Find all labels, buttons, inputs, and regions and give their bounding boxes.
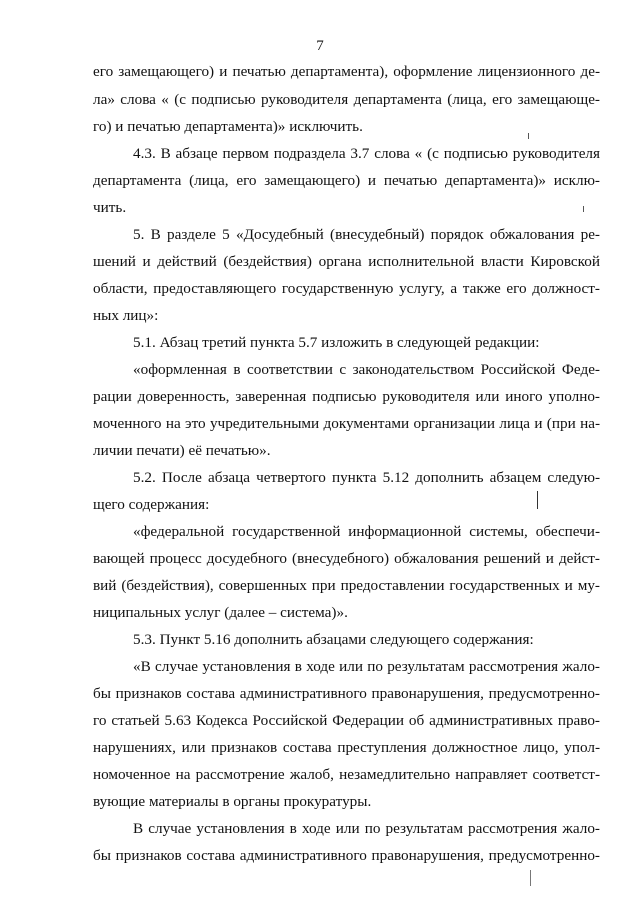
text-line: 5. В разделе 5 «Досудебный (внесудебный) порядок обжалования ре- [133,226,600,243]
text-line: рации доверенность, заверенная подписью руководителя или иного уполно- [93,388,600,405]
text-line: «оформленная в соответствии с законодательством Российской Феде- [133,361,600,378]
text-line: 4.3. В абзаце первом подраздела 3.7 слова « (с подписью руководителя [133,145,600,162]
text-line: 5.2. После абзаца четвертого пункта 5.12 дополнить абзацем следую- [133,469,600,486]
text-line: нарушениях, или признаков состава преступления должностное лицо, упол- [93,739,600,756]
text-line: го) и печатью департамента)» исключить. [93,118,363,135]
text-line: вий (бездействия), совершенных при предоставлении государственных и му- [93,577,600,594]
text-line: вующие материалы в органы прокуратуры. [93,793,372,810]
text-line: моченного на это учредительными документами организации лица и (при на- [93,415,600,432]
page-number: 7 [316,38,324,54]
text-line: В случае установления в ходе или по результатам рассмотрения жало- [133,820,600,837]
text-line: бы признаков состава административного правонарушения, предусмотренно- [93,847,600,864]
text-line: щего содержания: [93,496,210,513]
text-line: 5.1. Абзац третий пункта 5.7 изложить в следующей редакции: [133,334,540,351]
scan-artifact [583,206,584,212]
scan-artifact [537,491,538,509]
text-line: ных лиц»: [93,307,159,324]
text-line: личии печати) её печатью». [93,442,271,459]
scan-artifact [530,870,531,886]
text-line: вающей процесс досудебного (внесудебного) обжалования решений и дейст- [93,550,600,567]
text-line: «федеральной государственной информационной системы, обеспечи- [133,523,600,540]
text-line: его замещающего) и печатью департамента), оформление лицензионного де- [93,63,600,80]
text-line: ниципальных услуг (далее – система)». [93,604,348,621]
scan-artifact [528,133,529,139]
text-line: бы признаков состава административного правонарушения, предусмотренно- [93,685,600,702]
text-line: ла» слова « (с подписью руководителя департамента (лица, его замещающе- [93,91,600,108]
text-line: 5.3. Пункт 5.16 дополнить абзацами следующего содержания: [133,631,534,648]
text-line: департамента (лица, его замещающего) и печатью департамента)» исклю- [93,172,600,189]
text-line: области, предоставляющего государственную услугу, а также его должност- [93,280,600,297]
text-line: «В случае установления в ходе или по результатам рассмотрения жало- [133,658,600,675]
text-line: го статьей 5.63 Кодекса Российской Федерации об административных право- [93,712,600,729]
text-line: чить. [93,199,127,216]
text-line: шений и действий (бездействия) органа исполнительной власти Кировской [93,253,600,270]
text-line: номоченное на рассмотрение жалоб, незамедлительно направляет соответст- [93,766,600,783]
